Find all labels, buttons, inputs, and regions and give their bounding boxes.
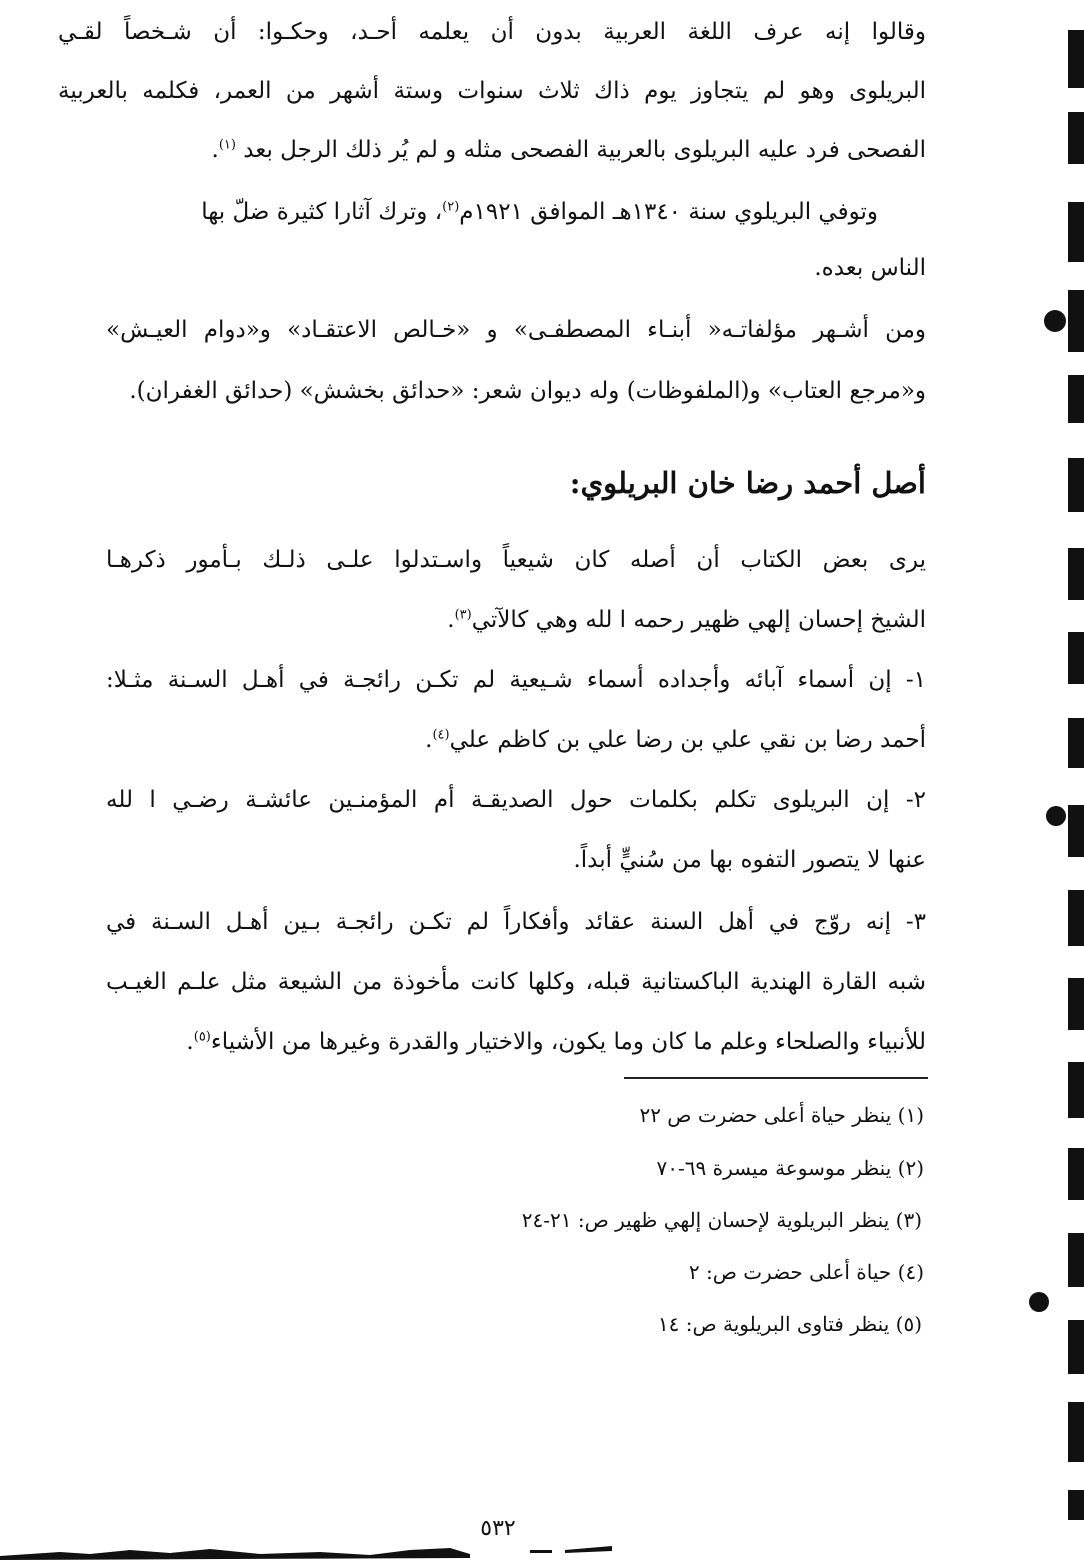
footnote-ref-4: (٤) [432, 727, 450, 743]
binding-mark [1068, 805, 1084, 857]
footnote-4: (٤) حياة أعلى حضرت ص: ٢ [688, 1260, 924, 1284]
binding-mark [1068, 718, 1084, 768]
binding-mark [1068, 978, 1084, 1030]
section-line-5-text: ٢- إن البريلوى تكلم بكلمات حول الصديقـة أم المؤمنـين عائشـة رضـي ا لله [106, 787, 926, 813]
body-line-6-text: ومن أشـهر مؤلفاتـه« أبنـاء المصطفـى» و «خـالص الاعتقـاد» و«دوام العيـش» [106, 317, 926, 343]
footnote-ref-5: (٥) [193, 1029, 211, 1045]
footnote-1: (١) ينظر حياة أعلى حضرت ص ٢٢ [639, 1103, 924, 1127]
binding-mark [1068, 30, 1084, 88]
body-line-1: وقالوا إنه عرف اللغة العربية بدون أن يعلمه أحـد، وحكـوا: أن شـخصاً لقـي [58, 19, 926, 45]
section-line-7-text: ٣- إنه روّج في أهل السنة عقائد وأفكاراً لم تكـن رائجـة بـين أهـل السـنة في [106, 909, 926, 935]
binding-mark [1068, 1233, 1084, 1287]
footnote-ref-2: (٢) [442, 199, 460, 215]
binding-mark [1068, 890, 1084, 946]
scan-edge-artifact [0, 1530, 620, 1562]
section-line-8-text: شبه القارة الهندية الباكستانية قبله، وكلها كانت مأخوذة من الشيعة مثل علـم الغيـب [106, 969, 926, 995]
section-line-3 [58, 650, 926, 710]
binding-mark [1068, 112, 1084, 164]
binding-mark [1068, 375, 1084, 423]
section-line-1 [58, 530, 926, 590]
binding-mark [1068, 202, 1084, 262]
binding-mark [1068, 1062, 1084, 1118]
binding-mark [1068, 458, 1084, 512]
punch-hole [1044, 310, 1066, 332]
body-line-3: الفصحى فرد عليه البريلوى بالعربية الفصحى مثله و لم يُر ذلك الرجل بعد $^{(١)}$. [211, 137, 926, 163]
binding-mark [1068, 548, 1084, 600]
section-line-6: عنها لا يتصور التفوه بها من سُنيٍّ أبداً. [573, 847, 926, 873]
page-number: ٥٣٢ [480, 1516, 516, 1541]
section-line-9: للأنبياء والصلحاء وعلم ما كان وما يكون، والاختيار والقدرة وغيرها من الأشياء$^{(٥)}$. [186, 1029, 926, 1055]
body-line-4-tail: ، وترك آثارا كثيرة ضلّ بها [201, 199, 443, 225]
section-line-2: الشيخ إحسان إلهي ظهير رحمه ا لله وهي كالآتي$^{(٣)}$. [447, 607, 926, 633]
footnote-5: (٥) ينظر فتاوى البريلوية ص: ١٤ [657, 1312, 922, 1336]
binding-mark [1068, 1320, 1084, 1374]
section-line-3-text: ١- إن أسماء آبائه وأجداده أسماء شـيعية لم تكـن رائجـة في أهـل السـنة مثـلا: [106, 667, 926, 693]
section-line-4-text: أحمد رضا بن نقي علي بن رضا علي بن كاظم علي [449, 727, 926, 753]
section-line-7 [58, 892, 926, 952]
section-line-2-text: الشيخ إحسان إلهي ظهير رحمه ا لله وهي كالآتي [471, 607, 926, 633]
section-line-5 [58, 770, 926, 830]
punch-hole [1029, 1292, 1049, 1312]
body-line-4 [58, 182, 926, 242]
footnote-separator [624, 1077, 928, 1079]
binding-mark [1068, 1402, 1084, 1462]
punch-hole [1046, 806, 1066, 826]
section-line-1-text: يرى بعض الكتاب أن أصله كان شيعياً واسـتدلوا علـى ذلـك بـأمور ذكرهـا [106, 547, 926, 573]
section-line-8 [58, 952, 926, 1012]
body-line-4-text: وتوفي البريلوي سنة ١٣٤٠هـ الموافق ١٩٢١م [459, 199, 878, 225]
binding-mark [1068, 1148, 1084, 1200]
footnote-ref-3: (٣) [454, 607, 472, 623]
body-line-7: و«مرجع العتاب» و(الملفوظات) وله ديوان شعر: «حدائق بخشش» (حدائق الغفران). [129, 378, 926, 404]
binding-mark [1068, 632, 1084, 684]
section-line-4: أحمد رضا بن نقي علي بن رضا علي بن كاظم علي$^{(٤)}$. [425, 727, 926, 753]
body-line-5: الناس بعده. [814, 255, 926, 281]
section-line-9-text: للأنبياء والصلحاء وعلم ما كان وما يكون، والاختيار والقدرة وغيرها من الأشياء [210, 1029, 926, 1055]
section-heading: أصل أحمد رضا خان البريلوي: [569, 466, 926, 500]
binding-mark [1068, 1490, 1084, 1520]
body-line-3-text: الفصحى فرد عليه البريلوى بالعربية الفصحى مثله و لم يُر ذلك الرجل بعد [243, 137, 926, 163]
footnote-3: (٣) ينظر البريلوية لإحسان إلهي ظهير ص: ٢١-٢٤ [521, 1208, 922, 1232]
footnote-2: (٢) ينظر موسوعة ميسرة ٦٩-٧٠ [656, 1156, 924, 1180]
body-line-6 [58, 300, 926, 360]
footnote-ref-1: (١) [218, 137, 236, 153]
binding-mark [1068, 290, 1084, 352]
body-line-2: البريلوى وهو لم يتجاوز يوم ذاك ثلاث سنوات وستة أشهر من العمر، فكلمه بالعربية [58, 78, 926, 104]
